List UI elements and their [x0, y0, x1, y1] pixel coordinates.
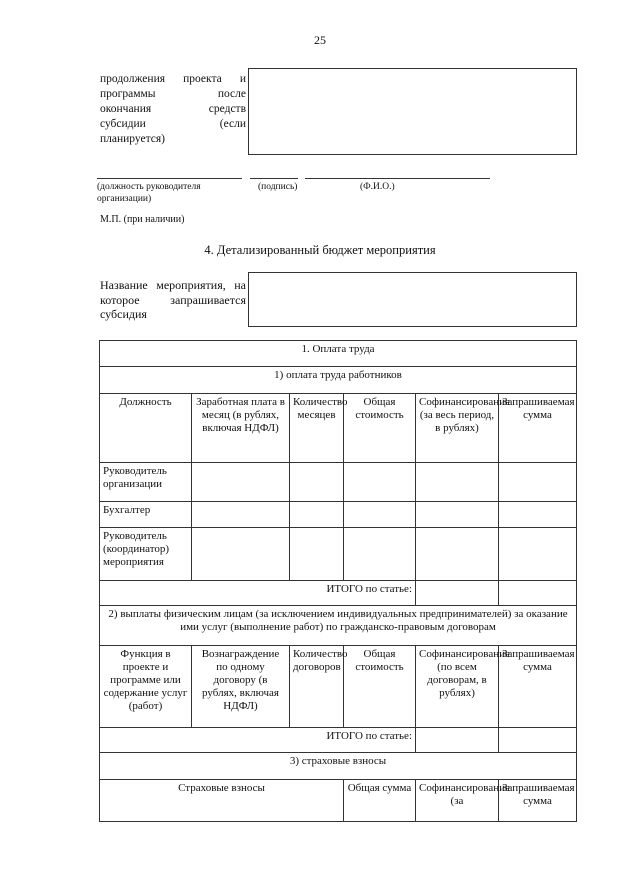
event-name-label: Название мероприятия, на которое запрашивается субсидия — [100, 278, 246, 321]
row-label-head: Руководитель организации — [100, 463, 192, 502]
header-total-cost: Общая стоимость — [344, 394, 416, 463]
header-cofinancing-3: Софинансирование (за — [416, 780, 499, 822]
signature-line — [250, 178, 298, 179]
total-label-1: ИТОГО по статье: — [100, 581, 416, 606]
header-function: Функция в проекте и программе или содержание услуг (работ) — [100, 646, 192, 728]
cell-input[interactable] — [192, 528, 290, 581]
cell-input[interactable] — [344, 502, 416, 528]
header-contracts-count: Количество договоров — [290, 646, 344, 728]
table-row — [100, 528, 577, 581]
header-monthly-salary: Заработная плата в месяц (в рублях, включая НДФЛ) — [192, 394, 290, 463]
cell-input[interactable] — [290, 528, 344, 581]
cell-input[interactable] — [416, 581, 499, 606]
header-cofinancing: Софинансирование (за весь период, в рублях) — [416, 394, 499, 463]
table-row — [100, 463, 577, 502]
cell-input[interactable] — [416, 463, 499, 502]
fio-caption: (Ф.И.О.) — [360, 182, 395, 192]
fio-line — [305, 178, 490, 179]
cell-input[interactable] — [192, 502, 290, 528]
signature-caption: (подпись) — [258, 182, 298, 192]
event-name-field[interactable] — [248, 272, 577, 327]
header-requested-2: Запрашиваемая сумма — [499, 646, 577, 728]
subsection-employees: 1) оплата труда работников — [100, 367, 577, 394]
cell-input[interactable] — [499, 581, 577, 606]
header-cofinancing-2: Софинансирование (по всем договорам, в рублях) — [416, 646, 499, 728]
header-position: Должность — [100, 394, 192, 463]
header-requested: Запрашиваемая сумма — [499, 394, 577, 463]
header-total-cost-2: Общая стоимость — [344, 646, 416, 728]
budget-table — [99, 340, 577, 822]
cell-input[interactable] — [499, 728, 577, 753]
continuation-field[interactable] — [248, 68, 577, 155]
cell-input[interactable] — [344, 463, 416, 502]
cell-input[interactable] — [290, 502, 344, 528]
cell-input[interactable] — [290, 463, 344, 502]
header-insurance: Страховые взносы — [100, 780, 344, 822]
section-labor-title: 1. Оплата труда — [100, 341, 577, 367]
total-label-2: ИТОГО по статье: — [100, 728, 416, 753]
cell-input[interactable] — [499, 528, 577, 581]
header-total-sum: Общая сумма — [344, 780, 416, 822]
cell-input[interactable] — [344, 528, 416, 581]
stamp-note: М.П. (при наличии) — [100, 214, 185, 225]
section-title: 4. Детализированный бюджет мероприятия — [204, 243, 436, 257]
row-label-accountant: Бухгалтер — [100, 502, 192, 528]
header-requested-3: Запрашиваемая сумма — [499, 780, 577, 822]
cell-input[interactable] — [499, 502, 577, 528]
header-fee: Вознаграждение по одному договору (в рублях, включая НДФЛ) — [192, 646, 290, 728]
subsection-contractors: 2) выплаты физическим лицам (за исключением индивидуальных предпринимателей) за оказание ими услуг (выполнение работ) по гражданско-правовым договорам — [100, 606, 577, 646]
continuation-label: продолжения проекта и программы после окончания средств субсидии (если планируется) — [100, 73, 246, 145]
row-label-coordinator: Руководитель (координатор) мероприятия — [100, 528, 192, 581]
position-line — [97, 178, 242, 179]
subsection-insurance: 3) страховые взносы — [100, 753, 577, 780]
cell-input[interactable] — [499, 463, 577, 502]
cell-input[interactable] — [416, 528, 499, 581]
header-months: Количество месяцев — [290, 394, 344, 463]
cell-input[interactable] — [416, 728, 499, 753]
page-number: 25 — [314, 33, 326, 47]
table-row — [100, 502, 577, 528]
position-caption: (должность руководителя организации) — [97, 182, 201, 204]
cell-input[interactable] — [192, 463, 290, 502]
cell-input[interactable] — [416, 502, 499, 528]
